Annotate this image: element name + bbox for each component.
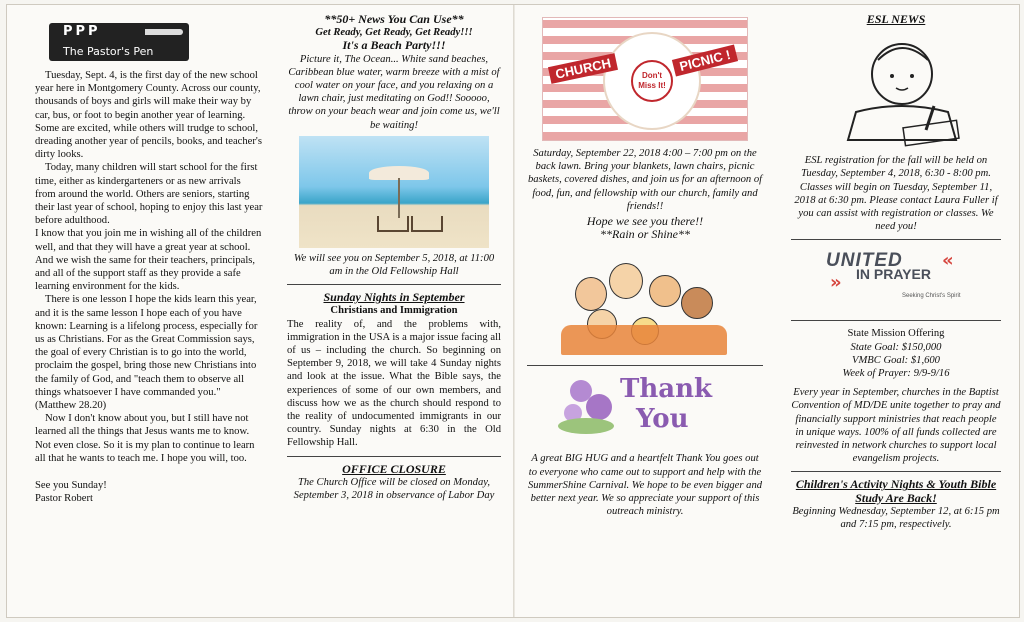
thank-you-body: A great BIG HUG and a heartfelt Thank You goes out to everyone who came out to support and help with the SummerShine Carnival. We hope to be even bigger and better next year. We so appreciate your support of this outreach ministry. (527, 453, 763, 518)
united-in-prayer-logo (826, 250, 966, 306)
logo-text: The Pastor's Pen (63, 44, 154, 58)
mission-vmbc-goal: VMBC Goal: $1,600 (852, 354, 940, 366)
sunday-subtitle: Christians and Immigration (330, 305, 458, 317)
signature-name: Pastor Robert (35, 493, 93, 505)
mission-state-goal: State Goal: $150,000 (850, 341, 942, 353)
thank-line-2: You (636, 404, 689, 435)
united-line-1: UNITED (826, 250, 903, 272)
pastor-paragraph-4: There is one lesson I hope the kids learn this year, and it is the same lesson I hope each of you have known: Learning is a lifelong process, especially for us as Christians. For as the Great Commission says, the goal of every Christian is to go into the world, proclaim the gospel, bring those new Christians into the family of God, and "teach them to observe all things whatsoever I have commanded you." (Matthew 28.20) (35, 294, 258, 412)
office-closure-title: OFFICE CLOSURE (342, 461, 446, 476)
church-picnic-graphic (542, 17, 748, 141)
chevron-left-icon: « (942, 250, 954, 272)
pastors-pen-logo (49, 23, 189, 61)
news-footer: We will see you on September 5, 2018, at 11:00 am in the Old Fellowship Hall (293, 252, 495, 278)
pastor-paragraph-5: Now I don't know about you, but I still have not learned all the things that Jesus wants me to know. Not even close. So it is my plan to continue to learn all that he wants to teach me. I hope you will, too. (35, 413, 255, 464)
mission-body: Every year in September, churches in the Baptist Convention of MD/DE unite together to pray and financially support ministries that reach people in unique ways. 100% of all funds collected are reinvested in network churches to support local evangelism projects. (791, 387, 1001, 465)
cartoon-face (609, 263, 643, 299)
thank-line-1: Thank (620, 374, 713, 405)
mission-title: State Mission Offering (847, 328, 945, 340)
news-line-1: Get Ready, Get Ready, Get Ready!!! (315, 27, 473, 39)
umbrella-pole (398, 178, 400, 218)
signature-block (35, 479, 263, 505)
office-closure-body: The Church Office will be closed on Monday, September 3, 2018 in observance of Labor Day (293, 476, 495, 502)
sunday-title: Sunday Nights in September (323, 290, 465, 305)
picnic-banner-left: CHURCH (548, 53, 618, 84)
cartoon-bodies (561, 325, 727, 355)
thank-you-graphic (550, 372, 740, 448)
thank-you-text (620, 374, 712, 434)
divider (791, 471, 1001, 472)
pastor-paragraph-2: Today, many children will start school for the first time, either as kindergarteners or as new arrivals from around the world. Others are seniors, starting their last year of school, hoping to enjoy this last year before adulthood. (35, 162, 263, 227)
cartoon-face (575, 277, 607, 311)
dont-miss-badge: Don't Miss It! (631, 60, 673, 102)
child-writing-icon (816, 30, 976, 150)
united-line-2: IN PRAYER (856, 265, 931, 282)
picnic-hope: Hope we see you there!! (586, 214, 704, 229)
closing-line: See you Sunday! (35, 480, 107, 492)
divider (287, 456, 501, 457)
page-fold (513, 5, 515, 617)
esl-column (791, 13, 1001, 531)
people-cartoon (557, 247, 733, 359)
pastors-pen-column (35, 13, 263, 506)
news-column (287, 13, 501, 502)
children-body: Beginning Wednesday, September 12, at 6:15 pm and 7:15 pm, respectively. (792, 505, 1000, 531)
picnic-column (527, 13, 763, 518)
picnic-body: Saturday, September 22, 2018 4:00 – 7:00 pm on the back lawn. Bring your blankets, lawn chairs, picnic baskets, covered dishes, and join us for an afternoon of food, fun, and fellowship with our church, family and friends!! (527, 148, 763, 212)
divider (527, 365, 763, 366)
united-tagline: Seeking Christ's Spirit (902, 293, 961, 300)
esl-title: ESL NEWS (866, 12, 926, 26)
pen-icon (145, 29, 183, 35)
divider (791, 239, 1001, 240)
divider (287, 284, 501, 285)
beach-chair-right (411, 216, 443, 232)
picnic-banner-right: PICNIC ! (672, 45, 738, 77)
chevron-right-icon: » (830, 272, 842, 294)
esl-body: ESL registration for the fall will be held on Tuesday, September 4, 2018, 6:30 - 8:00 pm. Classes will begin on Tuesday, September 11, 2018 at 6:30 pm. Please contact Laura Fuller if you can assist with registration or classes. We need you! (794, 155, 998, 233)
sunday-body: The reality of, and the problems with, immigration in the USA is a major issue facing all of us – including the church. So beginning on September 9, 2018, we will take 4 Sunday nights and look at the issue. What the Bible says, the experiences of some of our own members, and discuss how we as the church should respond to the reality of undocumented immigrants in our country. Sunday nights at 6:30 in the Old Fellowship Hall. (287, 318, 501, 449)
divider (791, 320, 1001, 321)
beach-photo (299, 136, 489, 248)
cartoon-face (649, 275, 681, 307)
news-title: **50+ News You Can Use** (324, 12, 464, 26)
news-line-2: It's a Beach Party!!! (342, 38, 446, 53)
logo-monogram: PPP (63, 24, 101, 39)
children-title: Children's Activity Nights & Youth Bible Study Are Back! (795, 477, 997, 505)
cartoon-face (681, 287, 713, 319)
pastor-paragraph-1: Tuesday, Sept. 4, is the first day of the new school year here in Montgomery County. Across our county, thousands of boys and girls will make their way by car, bus, or foot to begin another year of learning. Some are excited, while others will trudge to school, dreading another year of pencils, books, and teacher's dirty looks. (35, 70, 262, 161)
flower-icon (586, 394, 612, 420)
news-body: Picture it, The Ocean... White sand beaches, Caribbean blue water, warm breeze with a mist of cool water on your face, and you relaxing on a lawn chair, just meditating on God!! Sooooo, throw on your beach wear and join come us, we'll be waiting! (288, 53, 500, 131)
pastor-paragraph-3: I know that you join me in wishing all of the children well, and that they will have a great year at school. And we wish the same for their teachers, principals, and all of the support staff as they provide a safe learning environment for the kids. (35, 228, 262, 293)
leaf-shape (558, 418, 614, 434)
beach-chair-left (377, 216, 409, 232)
child-writing-drawing (816, 30, 976, 150)
newsletter-page (6, 4, 1020, 618)
picnic-rain: **Rain or Shine** (600, 227, 690, 242)
mission-week: Week of Prayer: 9/9-9/16 (842, 368, 950, 380)
